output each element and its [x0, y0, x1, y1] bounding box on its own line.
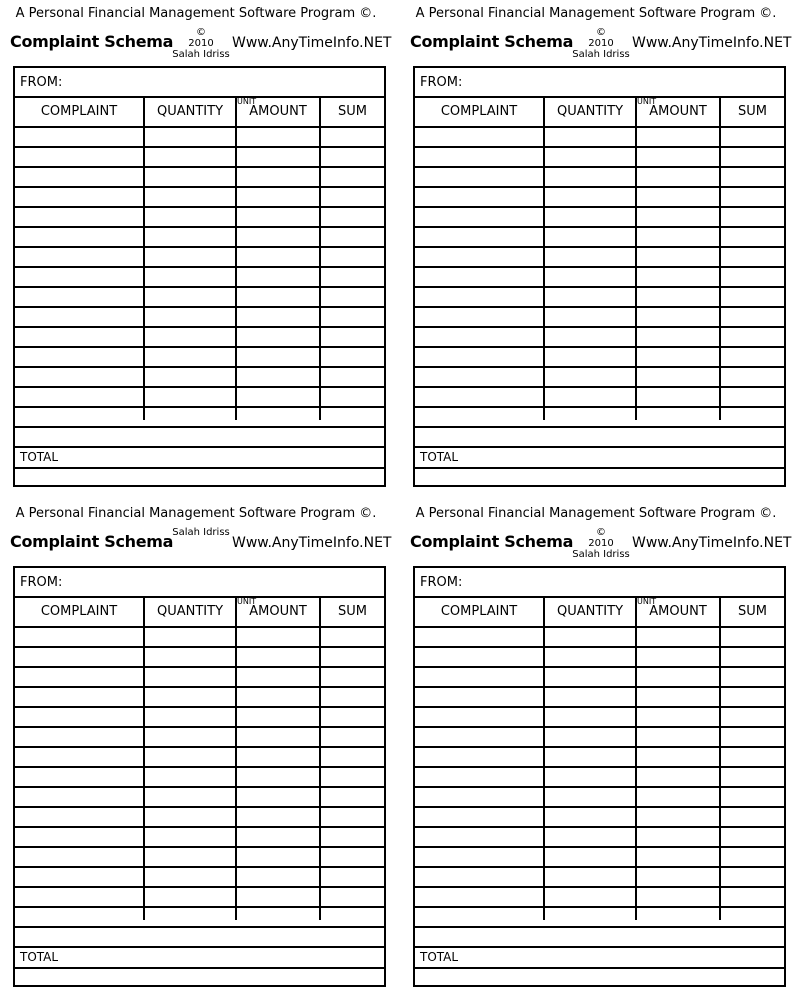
table-row[interactable]: [415, 268, 784, 288]
column-header-amount: AMOUNT: [649, 104, 707, 119]
table-row[interactable]: [15, 848, 384, 868]
column-divider: [235, 98, 237, 420]
column-header-complaint: COMPLAINT: [440, 104, 518, 119]
author-name: Salah Idriss: [172, 527, 230, 538]
table-row[interactable]: [415, 208, 784, 228]
complaint-form: [10, 0, 390, 495]
complaint-form: [410, 0, 790, 495]
table-row[interactable]: [15, 188, 384, 208]
column-header-amount: AMOUNT: [249, 604, 307, 619]
table-row[interactable]: [15, 288, 384, 308]
table-row[interactable]: [15, 388, 384, 408]
table-row[interactable]: [15, 428, 384, 448]
table-row[interactable]: [415, 628, 784, 648]
table-row[interactable]: [15, 268, 384, 288]
table-row[interactable]: [415, 928, 784, 948]
complaint-form: [410, 500, 790, 995]
author-name: Salah Idriss: [572, 49, 630, 60]
table-row[interactable]: [415, 328, 784, 348]
total-value-field[interactable]: [415, 969, 784, 985]
form-tagline: A Personal Financial Management Software Program ©.: [415, 506, 777, 521]
table-row[interactable]: [15, 728, 384, 748]
column-divider: [143, 598, 145, 920]
table-row[interactable]: [415, 768, 784, 788]
column-divider: [719, 98, 721, 420]
complaint-table: [413, 566, 786, 987]
table-row[interactable]: [15, 868, 384, 888]
table-row[interactable]: [415, 368, 784, 388]
copyright-block: [570, 527, 632, 560]
table-row[interactable]: [415, 748, 784, 768]
table-row[interactable]: [15, 208, 384, 228]
table-row[interactable]: [415, 888, 784, 908]
form-title: Complaint Schema: [410, 32, 574, 51]
table-row[interactable]: [15, 408, 384, 428]
copyright-symbol: ©: [596, 27, 606, 38]
total-row: [15, 448, 384, 469]
table-row[interactable]: [415, 708, 784, 728]
table-row[interactable]: [415, 688, 784, 708]
website-url: Www.AnyTimeInfo.NET: [632, 535, 792, 551]
copyright-symbol: ©: [596, 527, 606, 538]
complaint-table: [13, 566, 386, 987]
total-label: TOTAL: [420, 450, 459, 464]
form-title: Complaint Schema: [10, 532, 174, 551]
column-header-sum: SUM: [338, 604, 367, 619]
from-field[interactable]: [15, 68, 384, 98]
complaint-form: [10, 500, 390, 995]
table-row[interactable]: [415, 348, 784, 368]
table-row[interactable]: [15, 688, 384, 708]
table-row[interactable]: [415, 408, 784, 428]
table-row[interactable]: [15, 828, 384, 848]
from-label: FROM:: [420, 75, 463, 90]
table-row[interactable]: [15, 328, 384, 348]
total-value-field[interactable]: [15, 969, 384, 985]
form-title: Complaint Schema: [10, 32, 174, 51]
table-row[interactable]: [415, 128, 784, 148]
column-header-quantity: QUANTITY: [556, 104, 624, 119]
copyright-year: 2010: [588, 538, 614, 549]
form-title: Complaint Schema: [410, 532, 574, 551]
table-row[interactable]: [15, 928, 384, 948]
copyright-year: 2010: [188, 38, 214, 49]
form-tagline: A Personal Financial Management Software Program ©.: [15, 6, 377, 21]
table-row[interactable]: [415, 148, 784, 168]
copyright-year: 2010: [588, 38, 614, 49]
column-header-complaint: COMPLAINT: [440, 604, 518, 619]
column-header-quantity: QUANTITY: [156, 104, 224, 119]
column-divider: [719, 598, 721, 920]
table-row[interactable]: [15, 148, 384, 168]
column-header-amount: AMOUNT: [249, 104, 307, 119]
column-divider: [635, 598, 637, 920]
from-label: FROM:: [20, 75, 63, 90]
author-name: Salah Idriss: [572, 549, 630, 560]
table-row[interactable]: [415, 868, 784, 888]
table-row[interactable]: [15, 228, 384, 248]
table-row[interactable]: [415, 788, 784, 808]
website-url: Www.AnyTimeInfo.NET: [232, 35, 392, 51]
author-name: Salah Idriss: [172, 49, 230, 60]
table-row[interactable]: [415, 668, 784, 688]
table-row[interactable]: [15, 248, 384, 268]
column-divider: [235, 598, 237, 920]
table-row[interactable]: [415, 648, 784, 668]
table-row[interactable]: [15, 888, 384, 908]
table-row[interactable]: [415, 248, 784, 268]
table-row[interactable]: [415, 188, 784, 208]
from-field[interactable]: [415, 68, 784, 98]
copyright-block: [570, 27, 632, 60]
total-row: [415, 948, 784, 969]
column-header-sum: SUM: [338, 104, 367, 119]
table-header: [15, 98, 384, 128]
column-divider: [543, 98, 545, 420]
table-row[interactable]: [15, 708, 384, 728]
column-header-complaint: COMPLAINT: [40, 104, 118, 119]
table-header: [415, 98, 784, 128]
column-header-quantity: QUANTITY: [156, 604, 224, 619]
unit-label: UNIT: [237, 597, 257, 606]
table-row[interactable]: [15, 308, 384, 328]
column-divider: [635, 98, 637, 420]
table-header: [415, 598, 784, 628]
complaint-table: [13, 66, 386, 487]
total-row: [15, 948, 384, 969]
total-label: TOTAL: [20, 950, 59, 964]
table-header: [15, 598, 384, 628]
table-row[interactable]: [415, 428, 784, 448]
copyright-block: [170, 527, 232, 538]
column-header-complaint: COMPLAINT: [40, 604, 118, 619]
table-row[interactable]: [415, 168, 784, 188]
table-row[interactable]: [15, 168, 384, 188]
table-row[interactable]: [15, 788, 384, 808]
table-row[interactable]: [15, 368, 384, 388]
table-row[interactable]: [15, 348, 384, 368]
table-row[interactable]: [15, 908, 384, 928]
column-header-sum: SUM: [738, 104, 767, 119]
table-row[interactable]: [15, 628, 384, 648]
unit-label: UNIT: [637, 597, 657, 606]
from-label: FROM:: [420, 575, 463, 590]
column-header-quantity: QUANTITY: [556, 604, 624, 619]
form-tagline: A Personal Financial Management Software Program ©.: [15, 506, 377, 521]
table-row[interactable]: [415, 308, 784, 328]
from-label: FROM:: [20, 575, 63, 590]
website-url: Www.AnyTimeInfo.NET: [632, 35, 792, 51]
table-row[interactable]: [15, 748, 384, 768]
table-row[interactable]: [15, 768, 384, 788]
table-row[interactable]: [415, 228, 784, 248]
table-row[interactable]: [15, 808, 384, 828]
website-url: Www.AnyTimeInfo.NET: [232, 535, 392, 551]
form-tagline: A Personal Financial Management Software Program ©.: [415, 6, 777, 21]
table-row[interactable]: [15, 128, 384, 148]
table-row[interactable]: [415, 848, 784, 868]
column-header-sum: SUM: [738, 604, 767, 619]
unit-label: UNIT: [637, 97, 657, 106]
complaint-table: [413, 66, 786, 487]
table-row[interactable]: [415, 908, 784, 928]
unit-label: UNIT: [237, 97, 257, 106]
copyright-block: [170, 27, 232, 60]
column-divider: [319, 598, 321, 920]
column-divider: [319, 98, 321, 420]
table-row[interactable]: [415, 828, 784, 848]
from-field[interactable]: [15, 568, 384, 598]
column-header-amount: AMOUNT: [649, 604, 707, 619]
table-row[interactable]: [415, 288, 784, 308]
table-row[interactable]: [415, 808, 784, 828]
column-divider: [543, 598, 545, 920]
total-row: [415, 448, 784, 469]
total-label: TOTAL: [420, 950, 459, 964]
total-label: TOTAL: [20, 450, 59, 464]
column-divider: [143, 98, 145, 420]
total-value-field[interactable]: [15, 469, 384, 485]
table-row[interactable]: [415, 728, 784, 748]
table-row[interactable]: [415, 388, 784, 408]
from-field[interactable]: [415, 568, 784, 598]
copyright-symbol: ©: [196, 27, 206, 38]
table-row[interactable]: [15, 648, 384, 668]
table-row[interactable]: [15, 668, 384, 688]
total-value-field[interactable]: [415, 469, 784, 485]
